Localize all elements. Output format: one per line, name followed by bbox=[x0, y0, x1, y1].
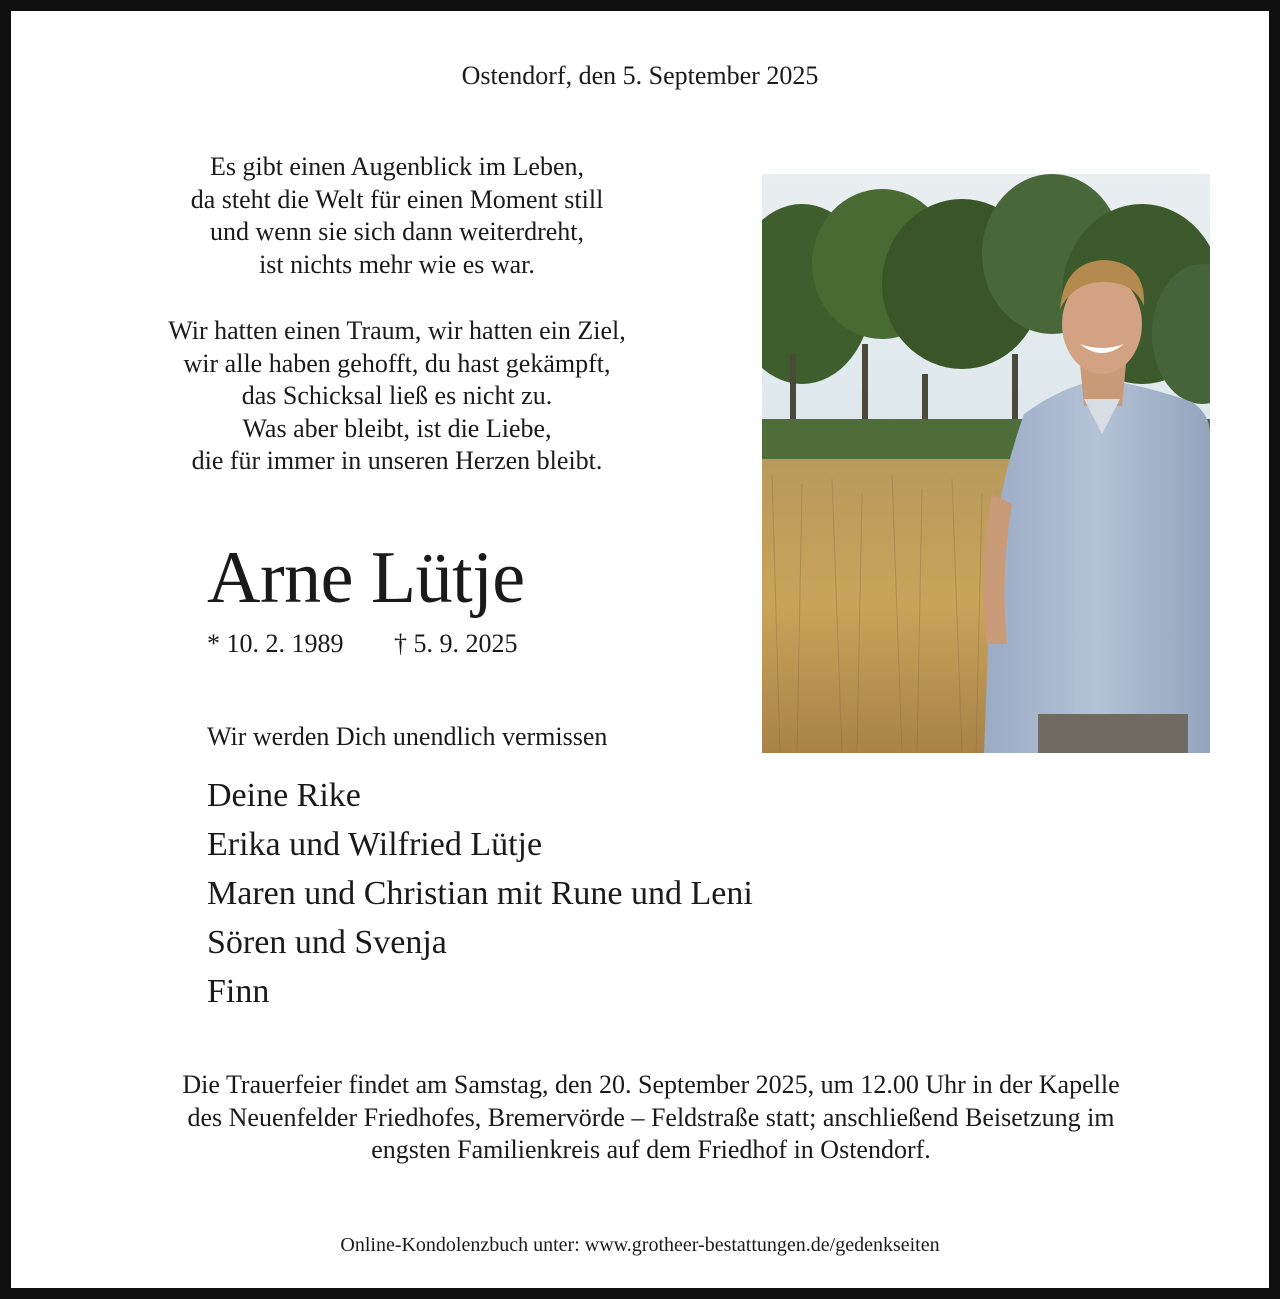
service-line: engsten Familienkreis auf dem Friedhof in Ostendorf. bbox=[371, 1135, 931, 1164]
portrait-illustration bbox=[762, 174, 1210, 753]
service-notice bbox=[51, 1069, 1251, 1167]
poem-line: die für immer in unseren Herzen bleibt. bbox=[191, 446, 603, 475]
family-list bbox=[207, 771, 753, 1016]
family-member: Deine Rike bbox=[207, 777, 361, 814]
life-dates bbox=[207, 629, 518, 659]
deceased-name: Arne Lütje bbox=[207, 537, 525, 619]
poem-line: wir alle haben gehofft, du hast gekämpft, bbox=[183, 348, 611, 378]
poem-line: das Schicksal ließ es nicht zu. bbox=[241, 381, 553, 410]
family-member: Erika und Wilfried Lütje bbox=[207, 826, 543, 863]
service-line: des Neuenfelder Friedhofes, Bremervörde – Feldstraße statt; anschließend Beisetzung im bbox=[187, 1102, 1115, 1132]
miss-text: Wir werden Dich unendlich vermissen bbox=[207, 722, 608, 751]
online-condolence: Online-Kondolenzbuch unter: www.grotheer-bestattungen.de/gedenkseiten bbox=[340, 1234, 940, 1256]
poem-line: da steht die Welt für einen Moment still bbox=[190, 184, 604, 214]
family-member: Sören und Svenja bbox=[207, 924, 447, 961]
family-member: Finn bbox=[207, 973, 270, 1010]
poem-stanza-2 bbox=[67, 315, 727, 478]
poem-stanza-1 bbox=[67, 151, 727, 281]
death-date: † 5. 9. 2025 bbox=[394, 629, 518, 658]
poem-line: Wir hatten einen Traum, wir hatten ein Ziel, bbox=[168, 316, 626, 345]
place-date: Ostendorf, den 5. September 2025 bbox=[461, 61, 819, 90]
poem-line: und wenn sie sich dann weiterdreht, bbox=[209, 217, 584, 246]
portrait-photo bbox=[762, 174, 1210, 753]
poem-line: Was aber bleibt, ist die Liebe, bbox=[242, 413, 552, 443]
poem-line: ist nichts mehr wie es war. bbox=[259, 249, 535, 279]
poem-line: Es gibt einen Augenblick im Leben, bbox=[209, 152, 585, 181]
birth-date: * 10. 2. 1989 bbox=[207, 629, 344, 658]
service-line: Die Trauerfeier findet am Samstag, den 20. September 2025, um 12.00 Uhr in der Kapelle bbox=[182, 1070, 1120, 1099]
family-member: Maren und Christian mit Rune und Leni bbox=[207, 875, 753, 912]
